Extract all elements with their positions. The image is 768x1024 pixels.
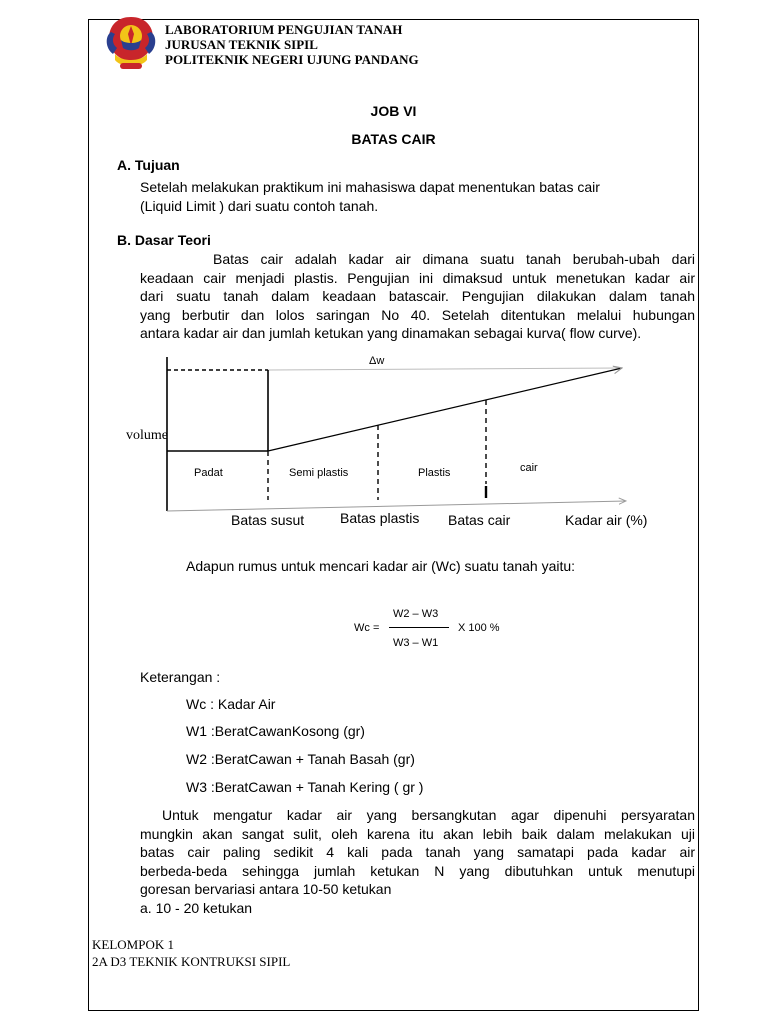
subject-title: BATAS CAIR [351,131,436,147]
formula-denominator: W3 – W1 [393,637,439,649]
keterangan-item: W1 :BeratCawanKosong (gr) [186,723,365,739]
footer-group: KELOMPOK 1 [92,937,174,952]
formula-numerator: W2 – W3 [393,608,439,620]
institution-emblem-icon [103,14,159,74]
delta-w-label: Δw [369,355,385,367]
text-line: dari suatu tanah dalam keadaan batascair. Pengujian dilakukan dalam tanah [140,288,695,304]
text-line: Setelah melakukan praktikum ini mahasiswa dapat menentukan batas cair [140,179,600,195]
text-line: Batas cair adalah kadar air dimana suatu tanah berubah-ubah dari [213,251,695,267]
text-line: yang berbutir dan lolos saringan No 40. Setelah ditentukan melalui hubungan [140,306,695,323]
text-line: (Liquid Limit ) dari suatu contoh tanah. [140,197,379,214]
zone-label-semi-plastis: Semi plastis [289,467,349,479]
text-line: berbeda-beda sehingga jumlah ketukan N yang dibutuhkan untuk menutupi [140,862,695,879]
keterangan-item: Wc : Kadar Air [186,696,276,712]
x-label-batas-susut: Batas susut [231,512,305,528]
section-a-heading: A. Tujuan [117,157,180,173]
volume-axis-label: volume [126,428,168,443]
text-line: Untuk mengatur kadar air yang bersangkutan agar dipenuhi persyaratan [162,807,695,823]
x-label-batas-cair: Batas cair [448,512,511,528]
list-item: a. 10 - 20 ketukan [140,899,253,916]
text-line: mungkin akan sangat sulit, oleh karena itu akan lebih baik dalam melakukan uji [140,825,695,842]
footer [92,936,290,970]
formula-lhs: Wc = [354,622,380,634]
header-line: LABORATORIUM PENGUJIAN TANAH [165,22,403,37]
job-title: JOB VI [370,103,417,119]
section-b-body [140,250,695,343]
formula-intro: Adapun rumus untuk mencari kadar air (Wc) suatu tanah yaitu: [186,558,576,574]
text-line: batas cair paling sedikit 4 kali pada tanah yang samatapi pada kadar air [140,844,695,860]
text-line: keadaan cair menjadi plastis. Pengujian ini dimaksud untuk menetukan kadar air [140,269,695,286]
zone-label-cair: cair [520,462,538,474]
fraction-bar [389,627,449,628]
formula-multiplier: X 100 % [458,622,500,634]
letterhead [165,22,419,67]
text-line: goresan bervariasi antara 10-50 ketukan [140,881,392,897]
zone-label-plastis: Plastis [418,467,451,479]
section-a-body [140,178,660,215]
section-b-heading: B. Dasar Teori [117,232,211,248]
footer-class: 2A D3 TEKNIK KONTRUKSI SIPIL [92,954,291,969]
delta-w-line [268,368,622,370]
keterangan-item: W3 :BeratCawan + Tanah Kering ( gr ) [186,779,424,795]
header-line: JURUSAN TEKNIK SIPIL [165,37,318,52]
x-axis-label: Kadar air (%) [565,512,648,528]
zone-label-padat: Padat [194,467,223,479]
header-line: POLITEKNIK NEGERI UJUNG PANDANG [165,52,419,67]
keterangan-item: W2 :BeratCawan + Tanah Basah (gr) [186,751,415,767]
x-label-batas-plastis: Batas plastis [340,510,420,526]
text-line: antara kadar air dan jumlah ketukan yang dinamakan sebagai kurva( flow curve). [140,325,642,341]
closing-paragraph [140,806,695,917]
keterangan-title: Keterangan : [140,669,221,685]
volume-curve [268,368,622,451]
